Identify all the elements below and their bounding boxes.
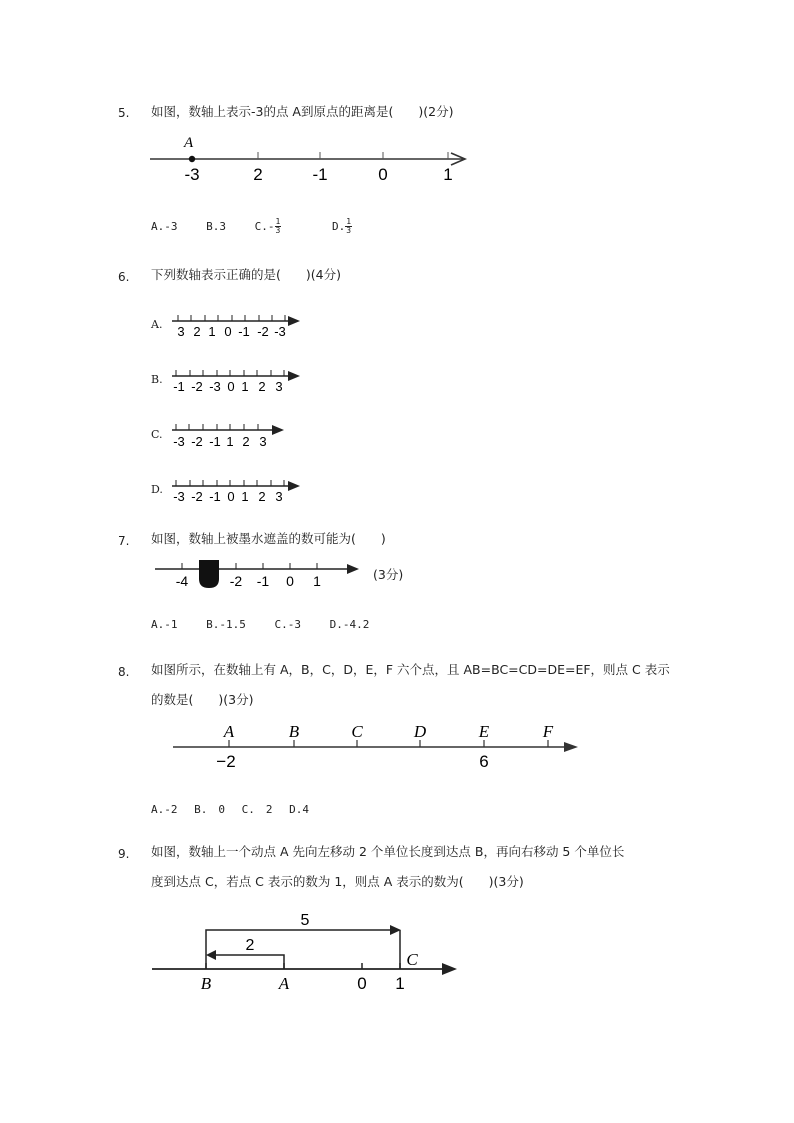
q5-point-label: A: [184, 135, 194, 151]
q6b-tick-label: -3: [209, 379, 221, 394]
q5-option-a[interactable]: A.-3: [151, 219, 178, 233]
q6b-axis-arrow: [288, 371, 300, 381]
question-7-number: 7.: [118, 534, 130, 548]
q8-point-label: E: [478, 722, 490, 741]
fraction-denominator: 3: [275, 226, 281, 235]
q6c-tick-label: 1: [226, 434, 234, 449]
q8-point-label: D: [413, 722, 427, 741]
question-6-number: 6.: [118, 270, 130, 284]
q8-point-label: A: [223, 722, 235, 741]
q6c-axis-arrow: [272, 425, 284, 435]
q7-axis-arrow: [347, 564, 359, 574]
q6b-tick-label: 3: [275, 379, 283, 394]
ink-blot: [199, 560, 219, 588]
q7-tick-label: -4: [175, 573, 189, 589]
q9-point-b-label: B: [200, 974, 212, 993]
q6d-tick-label: 3: [275, 489, 283, 504]
q6-option-c-label[interactable]: C.: [151, 428, 163, 441]
q8-point-label: B: [288, 722, 300, 741]
q8-point-label: F: [542, 722, 554, 741]
q7-tick-label: 1: [313, 573, 321, 589]
q8-axis-arrow: [564, 742, 578, 752]
q6d-tick-label: 2: [258, 489, 266, 504]
question-7-text: 如图，数轴上被墨水遮盖的数可能为( ): [151, 531, 386, 546]
q6-option-d-label[interactable]: D.: [151, 483, 163, 496]
q7-tick-label: 0: [286, 573, 294, 589]
q6c-tick-label: -2: [191, 434, 203, 449]
q6c-tick-label: 2: [242, 434, 250, 449]
q7-options: [151, 618, 391, 631]
q9-move-left-label: 2: [245, 937, 255, 954]
q6c-tick-label: -1: [209, 434, 221, 449]
q6a-tick-label: -2: [257, 324, 269, 339]
q5-option-c-prefix: C.-: [254, 219, 275, 233]
q6c-ticks: [176, 424, 258, 430]
q6c-tick-label: -3: [173, 434, 185, 449]
q6d-axis-arrow: [288, 481, 300, 491]
q5-tick-label: -1: [312, 165, 328, 184]
q7-tick-label: -2: [229, 573, 243, 589]
q6a-ticks: [178, 315, 285, 321]
q6b-tick-label: -2: [191, 379, 203, 394]
question-8-text-line2: 的数是( )(3分): [151, 692, 254, 707]
q6a-tick-label: -3: [274, 324, 286, 339]
q8-ticks: [229, 740, 548, 747]
q6a-tick-label: 0: [224, 324, 232, 339]
q6b-tick-label: 2: [258, 379, 266, 394]
q6-option-d-number-line[interactable]: [170, 475, 310, 505]
q7-score: (3分): [373, 567, 404, 582]
q8-option-c[interactable]: C. 2: [241, 803, 273, 816]
q6a-tick-label: 3: [177, 324, 185, 339]
q9-axis-arrow: [442, 963, 457, 975]
q9-move-left-arrowhead: [206, 950, 216, 960]
question-5-text: 如图，数轴上表示-3的点 A到原点的距离是( )(2分): [151, 104, 454, 119]
q7-tick-label: -1: [256, 573, 270, 589]
fraction-numerator: 1: [275, 217, 281, 226]
q8-number-line: [170, 718, 590, 773]
q5-number-line: [145, 130, 475, 190]
q9-move-left-bracket: [212, 955, 284, 969]
q5-option-d-fraction: [345, 218, 374, 235]
q9-ticks: [206, 963, 400, 969]
q6d-tick-label: 1: [241, 489, 249, 504]
q8-option-b[interactable]: B. 0: [194, 803, 225, 816]
q6d-tick-label: -3: [173, 489, 185, 504]
q6b-tick-label: 0: [227, 379, 235, 394]
question-8-number: 8.: [118, 665, 130, 679]
q6-option-b-label[interactable]: B.: [151, 373, 163, 386]
q6a-tick-label: 2: [193, 324, 201, 339]
q6d-ticks: [176, 480, 284, 486]
question-9-text-line2: 度到达点 C，若点 C 表示的数为 1，则点 A 表示的数为( )(3分): [151, 874, 524, 889]
fraction-numerator: 1: [346, 217, 352, 226]
q5-option-d-prefix: D.: [331, 219, 346, 233]
q5-tick-label: 2: [253, 165, 263, 184]
q9-point-a-label: A: [278, 974, 290, 993]
q5-option-b[interactable]: B.3: [206, 219, 226, 233]
question-6-text: 下列数轴表示正确的是( )(4分): [151, 267, 341, 282]
q5-option-c-fraction: [275, 218, 304, 235]
q9-move-right-bracket: [206, 930, 394, 969]
q8-value-label: 6: [479, 752, 489, 771]
q6d-tick-label: -1: [209, 489, 221, 504]
q8-option-d[interactable]: D.4: [289, 803, 309, 816]
q8-options: [151, 801, 331, 817]
fraction-denominator: 3: [346, 226, 352, 235]
q8-value-label: −2: [216, 752, 236, 771]
q9-zero-label: 0: [357, 974, 367, 993]
q7-option-c[interactable]: C.-3: [274, 618, 301, 631]
q6c-tick-label: 3: [259, 434, 267, 449]
q9-number-line-diagram: [150, 906, 470, 996]
q6-option-c-number-line[interactable]: [170, 420, 300, 450]
q7-option-d[interactable]: D.-4.2: [329, 618, 370, 631]
q6b-tick-label: 1: [241, 379, 249, 394]
q6b-tick-label: -1: [173, 379, 185, 394]
q7-option-a[interactable]: A.-1: [151, 618, 178, 631]
q9-move-right-label: 5: [300, 912, 310, 929]
q6a-tick-label: 1: [208, 324, 216, 339]
q6d-tick-label: 0: [227, 489, 235, 504]
question-8-text-line1: 如图所示，在数轴上有 A，B，C，D，E，F 六个点，且 AB=BC=CD=DE=EF，则点 C 表示: [151, 662, 670, 677]
question-9-number: 9.: [118, 847, 130, 861]
q6b-ticks: [176, 370, 284, 376]
question-9-text-line1: 如图，数轴上一个动点 A 先向左移动 2 个单位长度到达点 B，再向右移动 5 个单位长: [151, 844, 625, 859]
q6-option-a-label[interactable]: A.: [151, 318, 163, 331]
q6-option-a-number-line[interactable]: [170, 310, 310, 340]
q5-option-c[interactable]: [254, 217, 304, 235]
q9-point-c-label: C: [406, 950, 418, 969]
q6a-axis-arrow: [288, 316, 300, 326]
q6d-tick-label: -2: [191, 489, 203, 504]
q5-tick-label: -3: [184, 165, 200, 184]
q7-option-b[interactable]: B.-1.5: [206, 618, 246, 631]
q5-tick-label: 1: [443, 165, 453, 184]
q5-options: [151, 218, 396, 235]
q5-option-d[interactable]: [331, 217, 374, 235]
question-5-number: 5.: [118, 106, 130, 120]
q8-point-label: C: [351, 722, 363, 741]
q6a-tick-label: -1: [238, 324, 250, 339]
q5-point-a: [189, 156, 195, 162]
q5-tick-label: 0: [378, 165, 388, 184]
q7-number-line: [152, 555, 367, 590]
q8-option-a[interactable]: A.-2: [151, 803, 178, 816]
q6-option-b-number-line[interactable]: [170, 365, 310, 395]
q9-one-label: 1: [395, 974, 405, 993]
